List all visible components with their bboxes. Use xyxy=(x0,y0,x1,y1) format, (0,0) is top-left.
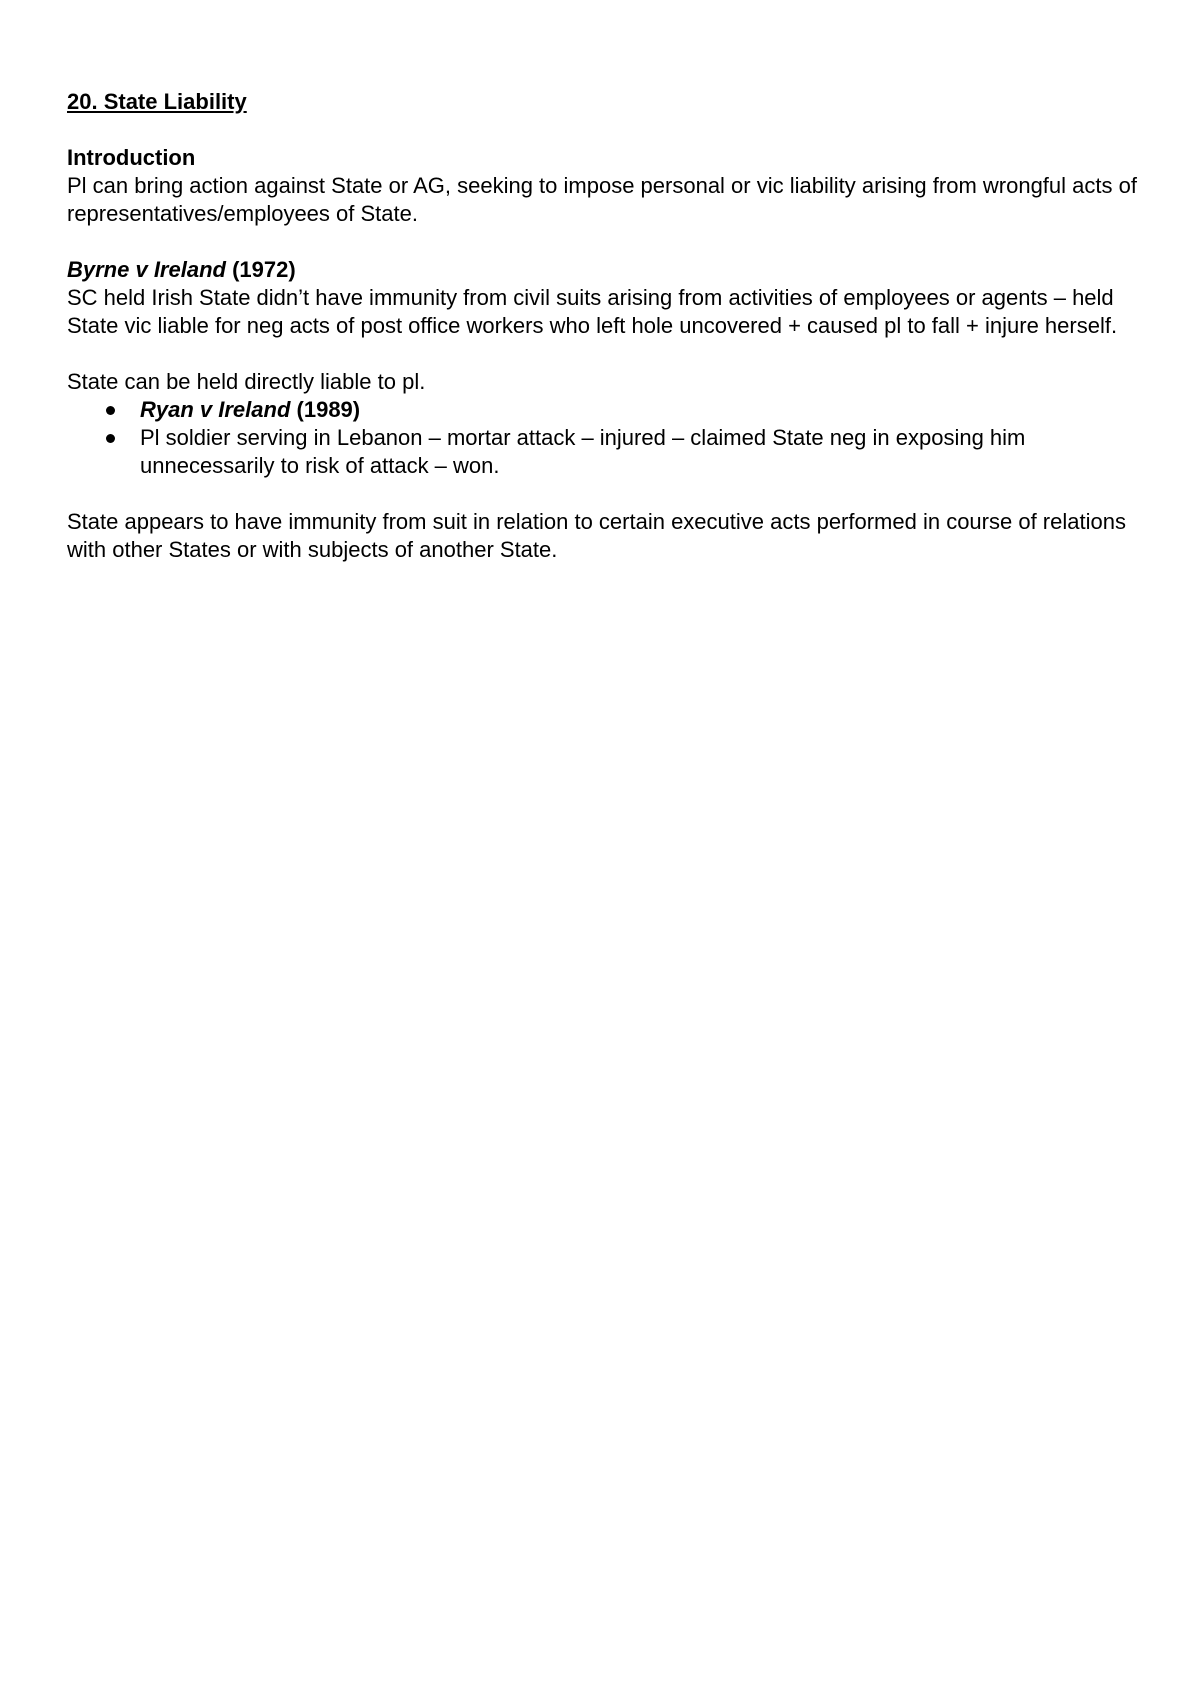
ryan-case-name: Ryan v Ireland xyxy=(140,397,291,422)
list-item xyxy=(67,396,1147,424)
introduction-section xyxy=(67,144,1147,228)
ryan-case-detail: Pl soldier serving in Lebanon – mortar attack – injured – claimed State neg in exposing him unnecessarily to risk of attack – won. xyxy=(140,425,1026,478)
document-body xyxy=(67,88,1147,564)
bullet-icon xyxy=(106,406,115,415)
byrne-case-text: SC held Irish State didn’t have immunity from civil suits arising from activities of employees or agents – held State vic liable for neg acts of post office workers who left hole uncovered + caused pl to fall + injure herself. xyxy=(67,285,1118,338)
spacer xyxy=(67,340,1147,368)
spacer xyxy=(67,480,1147,508)
byrne-case-year: (1972) xyxy=(232,257,296,282)
spacer xyxy=(67,116,1147,144)
byrne-case-name: Byrne v Ireland xyxy=(67,257,226,282)
immunity-section xyxy=(67,508,1147,564)
direct-liability-section xyxy=(67,368,1147,480)
document-title: 20. State Liability xyxy=(67,89,247,114)
byrne-case-section xyxy=(67,256,1147,340)
ryan-case-year: (1989) xyxy=(296,397,361,422)
immunity-text: State appears to have immunity from suit in relation to certain executive acts performed in course of relations with other States or with subjects of another State. xyxy=(67,509,1126,562)
bullet-icon xyxy=(106,434,115,443)
list-item xyxy=(67,424,1147,480)
bullet-list xyxy=(67,396,1147,480)
byrne-case-heading xyxy=(67,256,1147,284)
direct-liability-text: State can be held directly liable to pl. xyxy=(67,369,426,394)
introduction-text: Pl can bring action against State or AG, seeking to impose personal or vic liability arising from wrongful acts of representatives/employees of State. xyxy=(67,173,1137,226)
introduction-heading: Introduction xyxy=(67,145,196,170)
spacer xyxy=(67,228,1147,256)
